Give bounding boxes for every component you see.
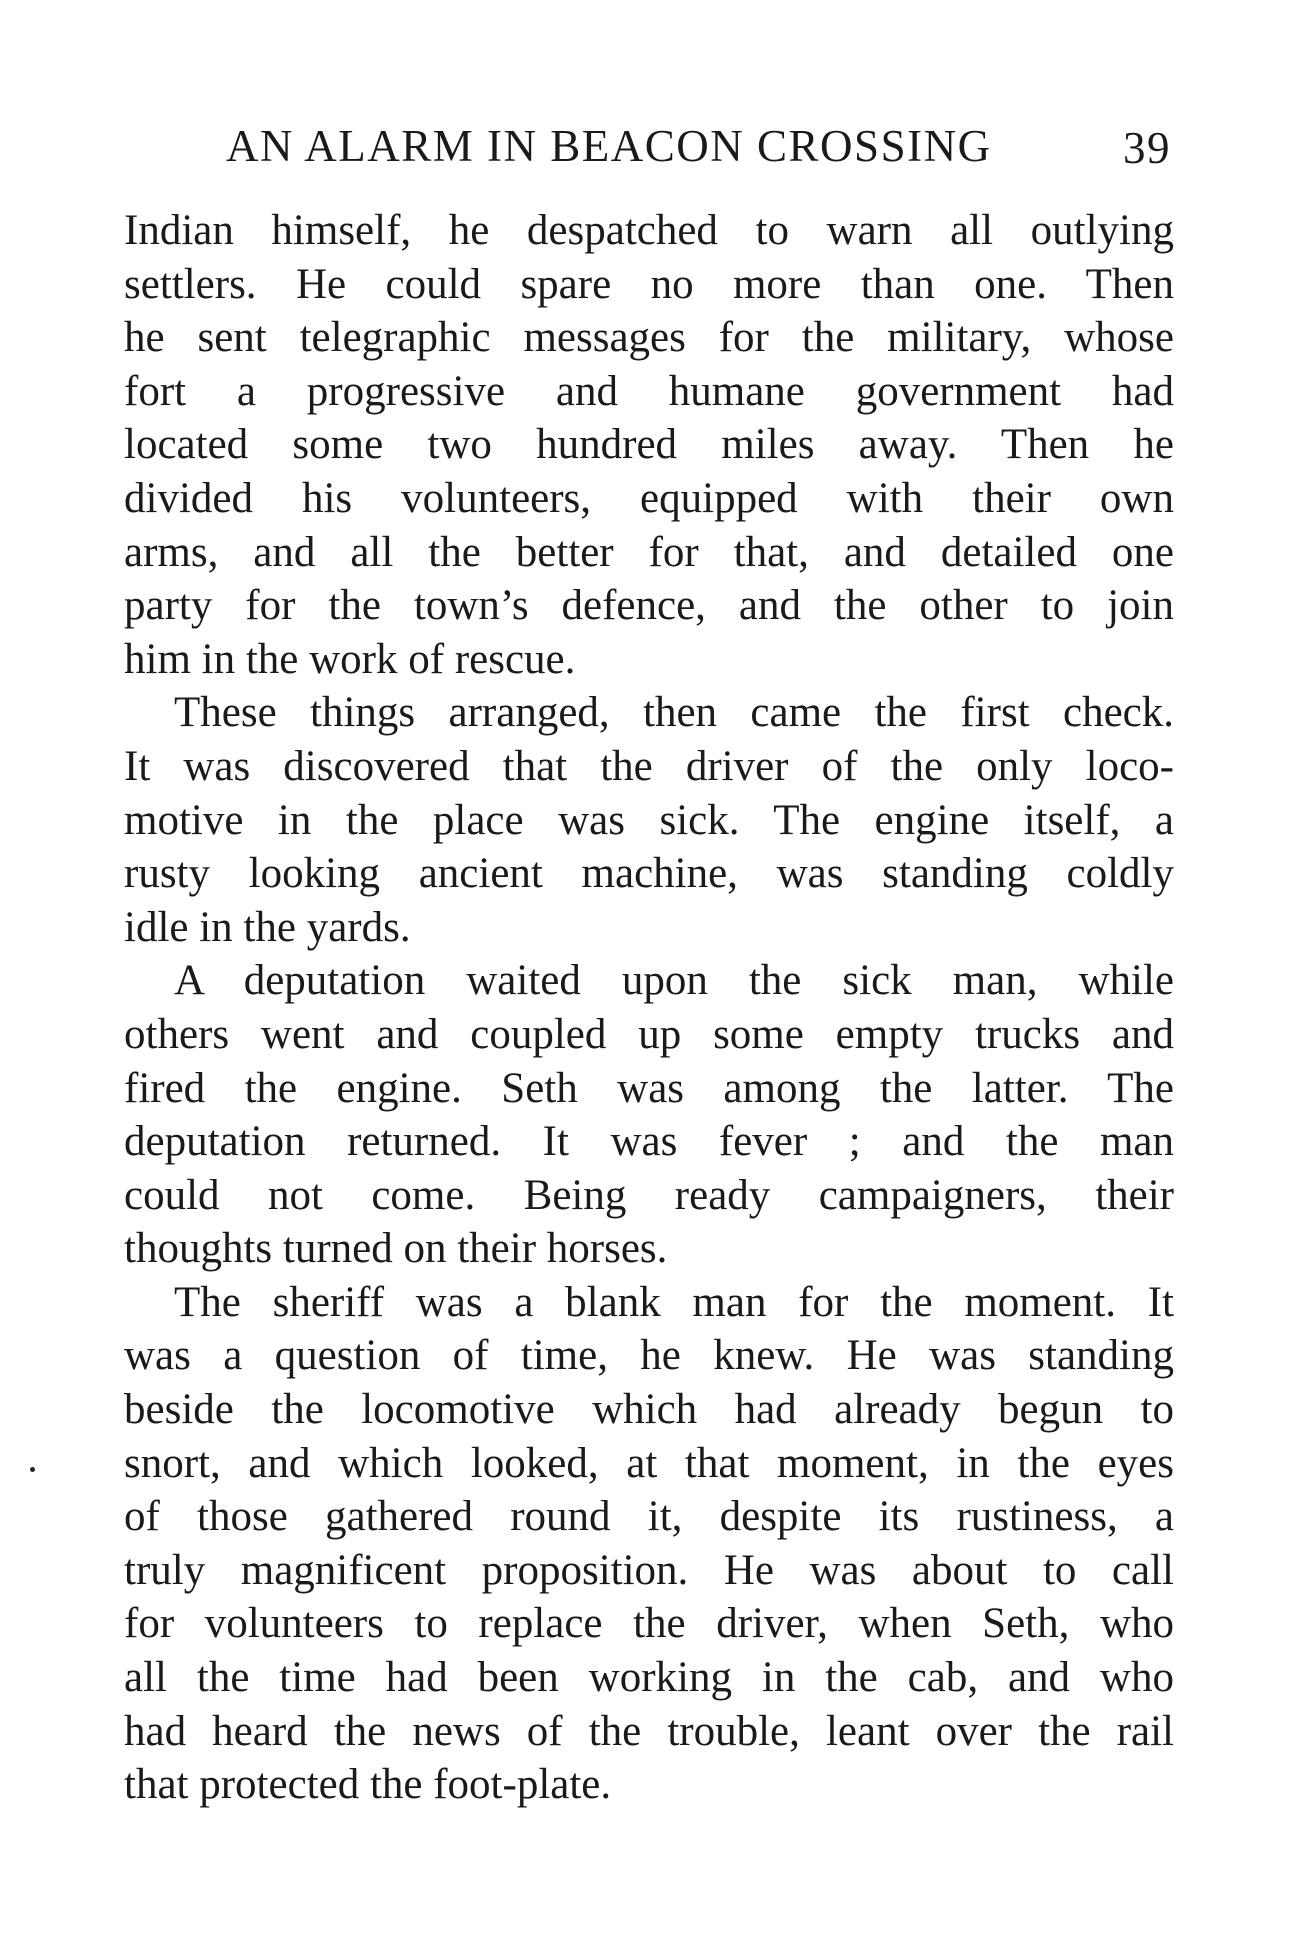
text-line: him in the work of rescue. xyxy=(124,635,576,683)
text-line: was a question of time, he knew. He was standing xyxy=(124,1332,1174,1380)
text-line: snort, and which looked, at that moment, in the eyes xyxy=(124,1439,1174,1487)
text-line: motive in the place was sick. The engine itself, a xyxy=(124,796,1174,844)
page-number: 39 xyxy=(1123,123,1171,173)
paragraph xyxy=(124,686,1174,954)
running-head xyxy=(216,120,1171,180)
paragraph xyxy=(124,204,1174,686)
text-line: had heard the news of the trouble, leant over the rail xyxy=(124,1707,1174,1755)
text-line: These things arranged, then came the first check. xyxy=(174,689,1174,737)
text-line: Indian himself, he despatched to warn all outlying xyxy=(124,207,1174,254)
text-line: of those gathered round it, despite its rustiness, a xyxy=(124,1493,1174,1541)
text-line: he sent telegraphic messages for the military, whose xyxy=(124,314,1174,362)
running-head-title: AN ALARM IN BEACON CROSSING xyxy=(226,121,992,171)
body-text xyxy=(124,204,1174,1812)
text-line: could not come. Being ready campaigners, their xyxy=(124,1171,1174,1219)
text-line: party for the town’s defence, and the other to join xyxy=(124,582,1174,630)
text-line: beside the locomotive which had already begun to xyxy=(124,1386,1174,1434)
text-line: others went and coupled up some empty trucks and xyxy=(124,1010,1174,1058)
text-line: arms, and all the better for that, and detailed one xyxy=(124,528,1174,576)
ink-speck xyxy=(30,1467,35,1472)
text-line: divided his volunteers, equipped with their own xyxy=(124,474,1174,522)
text-line: fort a progressive and humane government had xyxy=(124,367,1174,415)
text-line: that protected the foot-plate. xyxy=(124,1761,612,1809)
text-line: It was discovered that the driver of the only loco- xyxy=(124,742,1174,790)
text-line: The sheriff was a blank man for the moment. It xyxy=(174,1278,1174,1326)
text-line: idle in the yards. xyxy=(124,903,411,951)
text-line: thoughts turned on their horses. xyxy=(124,1225,668,1273)
paragraph xyxy=(124,954,1174,1276)
text-line: A deputation waited upon the sick man, while xyxy=(174,957,1174,1005)
text-line: all the time had been working in the cab, and who xyxy=(124,1654,1174,1702)
text-line: for volunteers to replace the driver, when Seth, who xyxy=(124,1600,1174,1648)
text-line: fired the engine. Seth was among the latter. The xyxy=(124,1064,1174,1112)
text-line: rusty looking ancient machine, was standing coldly xyxy=(124,850,1174,898)
text-line: located some two hundred miles away. Then he xyxy=(124,421,1174,469)
text-line: settlers. He could spare no more than one. Then xyxy=(124,260,1174,308)
text-line: deputation returned. It was fever ; and the man xyxy=(124,1118,1174,1166)
paragraph xyxy=(124,1276,1174,1812)
text-line: truly magnificent proposition. He was about to call xyxy=(124,1546,1174,1594)
